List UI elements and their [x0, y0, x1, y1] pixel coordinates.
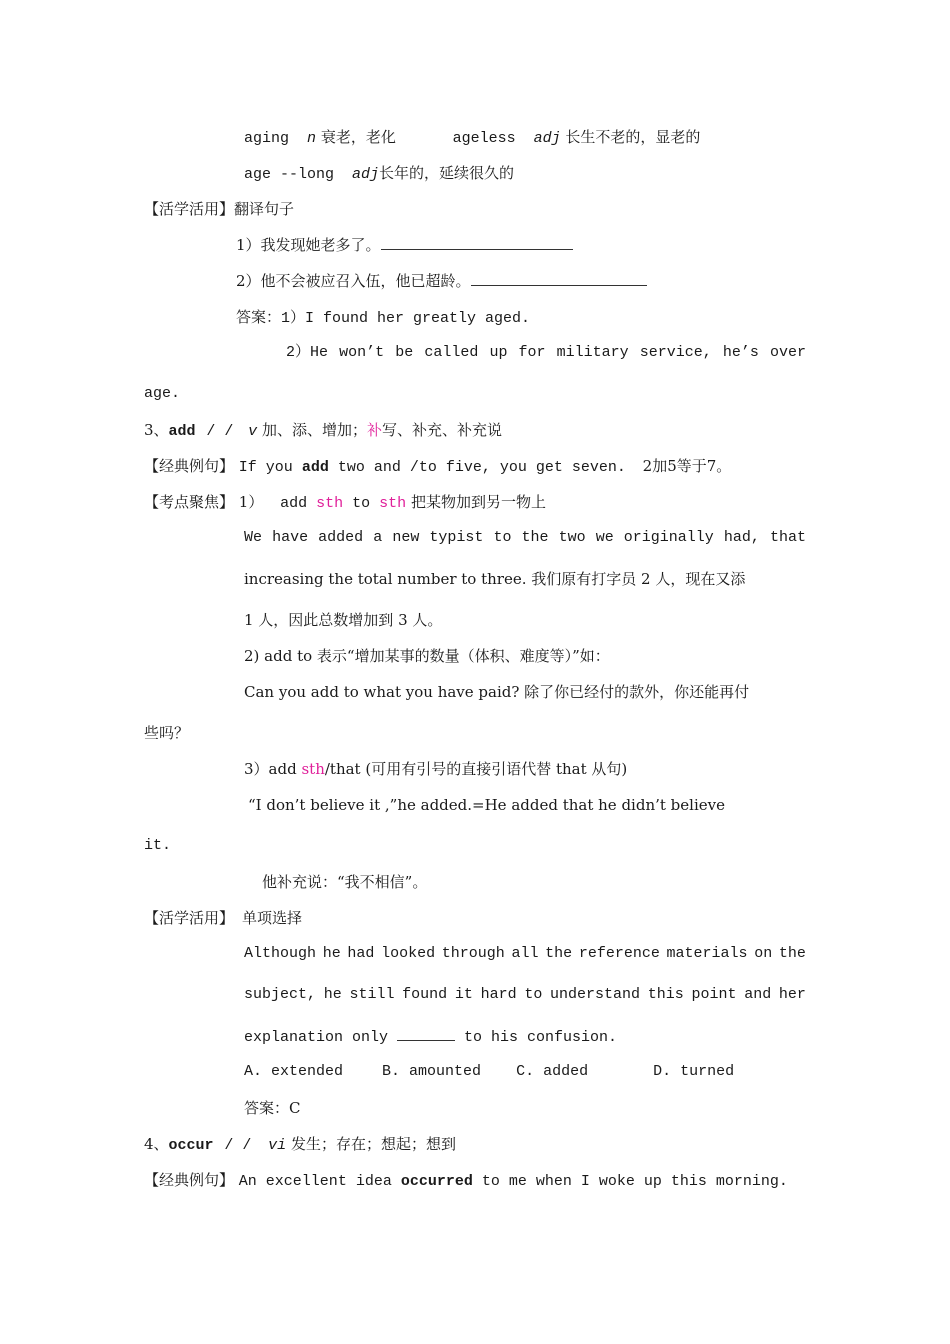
focus-point-2: 2) add to 表示“增加某事的数量（体积、难度等）”如： [244, 647, 610, 665]
option-b: B. amounted [382, 1063, 482, 1080]
choice-stem-line-2: subject, he still found it hard to understand this point and her [244, 986, 806, 1003]
answer-line-2-cont: age. [144, 385, 181, 402]
example-add: 【经典例句】 If you add two and /to five, you get seven. 2加5等于7。 [144, 457, 732, 476]
focus-point-3: 3）add sth/that (可用有引号的直接引语代替 that 从句) [244, 760, 628, 778]
option-a: A. extended [244, 1063, 344, 1080]
focus-example-1-line-2: increasing the total number to three. 我们原有打字员 2 人，现在又添 [244, 570, 746, 588]
aging-line: aging n 衰老，老化 ageless adj 长生不老的，显老的 [244, 128, 701, 147]
focus-example-1-line-3: 1 人，因此总数增加到 3 人。 [244, 611, 443, 629]
option-d: D. turned [653, 1063, 735, 1080]
choice-answer: 答案：C [244, 1099, 301, 1117]
choice-options [244, 1062, 734, 1082]
focus-example-3-line-1: “I don’t believe it ,”he added.=He added that he didn’t believe [248, 796, 725, 814]
practice-heading-1: 【活学活用】翻译句子 [144, 200, 295, 218]
entry-add-heading: 3、add / / v 加、添、增加；补写、补充、补充说 [144, 421, 502, 440]
answer-line-1: 答案：1）I found her greatly aged. [236, 308, 531, 327]
translate-question-2: 2）他不会被应召入伍，他已超龄。 [236, 271, 647, 291]
focus-example-1-line-1: We have added a new typist to the two we originally had, that [244, 529, 806, 546]
answer-blank [381, 235, 573, 250]
translate-question-1: 1）我发现她老多了。 [236, 235, 573, 255]
entry-occur-heading: 4、occur / / vi 发生；存在；想起；想到 [144, 1135, 456, 1154]
practice-heading-2: 【活学活用】 单项选择 [144, 909, 303, 927]
answer-line-2: 2）He won’t be called up for military service, he’s over [286, 344, 806, 361]
focus-example-2-line-1: Can you add to what you have paid? 除了你已经付的款外，你还能再付 [244, 683, 750, 701]
example-occur: 【经典例句】 An excellent idea occurred to me when I woke up this morning. [144, 1171, 788, 1190]
choice-stem-line-1: Although he had looked through all the reference materials on the [244, 945, 806, 962]
focus-example-3-line-2: it. [144, 837, 172, 854]
focus-example-2-line-2: 些吗？ [144, 724, 190, 742]
option-c: C. added [516, 1063, 589, 1080]
agelong-line: age --long adj长年的，延续很久的 [244, 164, 515, 183]
choice-stem-line-3: explanation only to his confusion. [244, 1026, 617, 1048]
focus-point-1: 【考点聚焦】 1） add sth to sth 把某物加到另一物上 [144, 493, 546, 512]
answer-blank [397, 1026, 455, 1041]
focus-example-3-translation: 他补充说：“我不相信”。 [262, 873, 428, 891]
answer-blank [471, 271, 647, 286]
